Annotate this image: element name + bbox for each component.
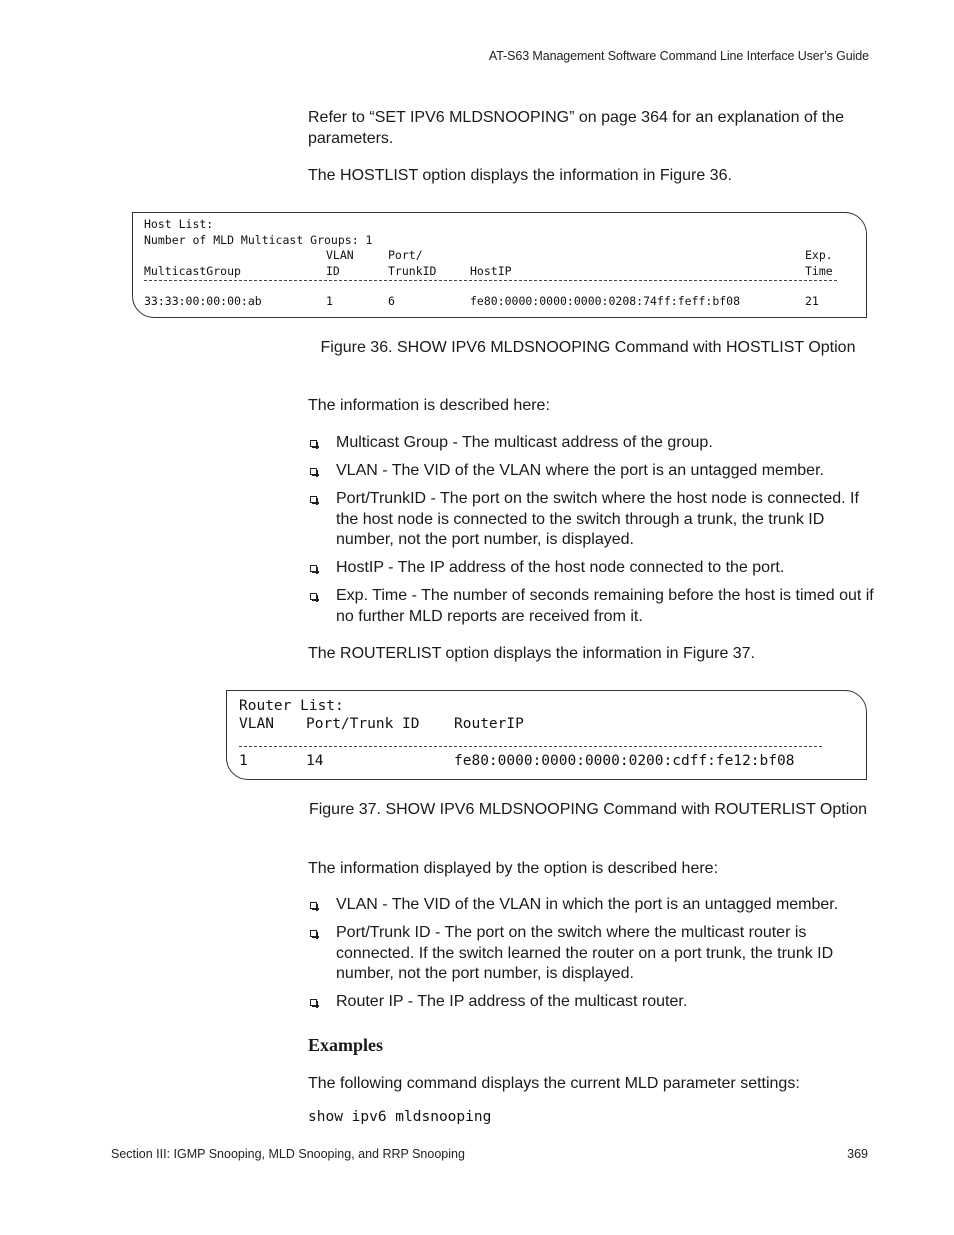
list-item-text: Multicast Group - The multicast address of the group. [336, 434, 713, 451]
header-vlan-2: ID [326, 264, 340, 278]
list-item-text: VLAN - The VID of the VLAN where the port is an untagged member. [336, 462, 824, 479]
header-exp-1: Exp. [805, 248, 833, 262]
bullet-box-icon [310, 440, 317, 447]
row-exp: 21 [805, 294, 819, 308]
example-command: show ipv6 mldsnooping [308, 1109, 492, 1125]
list-item [308, 586, 878, 627]
examples-text: The following command displays the current MLD parameter settings: [308, 1075, 800, 1092]
routerlist-title: Router List: [239, 698, 344, 714]
desc1-intro: The information is described here: [308, 397, 550, 414]
running-header: AT-S63 Management Software Command Line Interface User’s Guide [488, 49, 869, 63]
row-hostip: fe80:0000:0000:0000:0208:74ff:feff:bf08 [470, 294, 741, 308]
list-item-text: Exp. Time - The number of seconds remaining before the host is timed out if no further MLD reports are received from it. [336, 587, 874, 625]
header-vlan: VLAN [239, 716, 274, 732]
list-item-text: VLAN - The VID of the VLAN in which the port is an untagged member. [336, 896, 839, 913]
header-port-2: TrunkID [388, 264, 437, 278]
list-item-text: Port/TrunkID - The port on the switch where the host node is connected. If the host node is connected to the switch through a trunk, the trunk ID number, not the port number, is displayed. [336, 490, 859, 548]
bullet-box-icon [310, 902, 317, 909]
header-exp-2: Time [805, 264, 833, 278]
row-routerip: fe80:0000:0000:0000:0200:cdff:fe12:bf08 [454, 753, 795, 769]
hostlist-output-box [132, 212, 867, 318]
header-vlan-1: VLAN [326, 248, 354, 262]
list-item [308, 923, 878, 985]
list-item [308, 992, 878, 1013]
desc2-intro: The information displayed by the option is described here: [308, 860, 719, 877]
list-item [308, 461, 878, 482]
list-item [308, 558, 878, 579]
bullet-box-icon [310, 468, 317, 475]
list-item-text: Router IP - The IP address of the multicast router. [336, 993, 688, 1010]
routerlist-separator [239, 746, 822, 747]
list-item [308, 489, 878, 551]
desc1-list [308, 433, 878, 635]
row-multicast-group: 33:33:00:00:00:ab [144, 294, 262, 308]
header-port-1: Port/ [388, 248, 423, 262]
footer-section: Section III: IGMP Snooping, MLD Snooping, and RRP Snooping [111, 1147, 465, 1161]
list-item [308, 433, 878, 454]
header-routerip: RouterIP [454, 716, 524, 732]
page-number: 369 [847, 1147, 868, 1161]
row-vlan: 1 [326, 294, 333, 308]
header-hostip: HostIP [470, 264, 512, 278]
row-port: 6 [388, 294, 395, 308]
header-port-trunk-id: Port/Trunk ID [306, 716, 420, 732]
bullet-box-icon [310, 565, 317, 572]
bullet-box-icon [310, 999, 317, 1006]
figure-37-caption: Figure 37. SHOW IPV6 MLDSNOOPING Command with ROUTERLIST Option [308, 801, 868, 818]
routerlist-intro: The ROUTERLIST option displays the information in Figure 37. [308, 645, 756, 662]
desc2-list [308, 895, 878, 1020]
bullet-box-icon [310, 930, 317, 937]
bullet-box-icon [310, 496, 317, 503]
list-item-text: HostIP - The IP address of the host node connected to the port. [336, 559, 785, 576]
list-item [308, 895, 878, 916]
intro-paragraph: Refer to “SET IPV6 MLDSNOOPING” on page 364 for an explanation of the parameters. [308, 109, 844, 147]
routerlist-output-box [226, 690, 867, 780]
figure-36-caption: Figure 36. SHOW IPV6 MLDSNOOPING Command with HOSTLIST Option [320, 339, 856, 356]
list-item-text: Port/Trunk ID - The port on the switch where the multicast router is connected. If the switch learned the router on a port trunk, the trunk ID number, not the port number, is displayed. [336, 924, 834, 982]
header-multicast-group: MulticastGroup [144, 264, 241, 278]
row-port: 14 [306, 753, 324, 769]
bullet-box-icon [310, 593, 317, 600]
hostlist-separator [144, 280, 837, 281]
hostlist-title: Host List: [144, 217, 214, 231]
hostlist-groups-count: Number of MLD Multicast Groups: 1 [144, 233, 373, 247]
examples-heading: Examples [308, 1035, 384, 1055]
row-vlan: 1 [239, 753, 248, 769]
hostlist-intro: The HOSTLIST option displays the information in Figure 36. [308, 167, 732, 184]
